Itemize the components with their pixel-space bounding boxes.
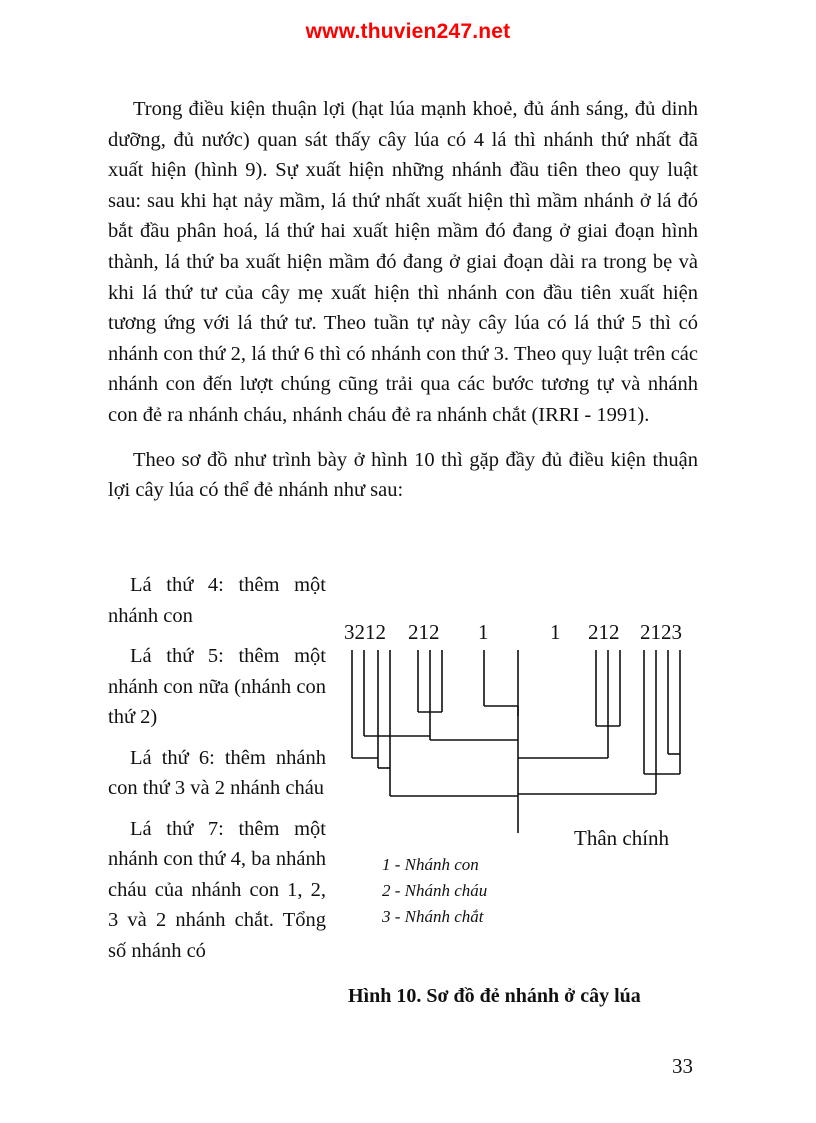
- branch-label: 2123: [640, 620, 682, 644]
- branch-label: 3212: [344, 620, 386, 644]
- leaf-4-item: Lá thứ 4: thêm một nhánh con: [108, 574, 326, 627]
- diagram-legend: [382, 852, 487, 930]
- site-url-header[interactable]: www.thuvien247.net: [305, 20, 511, 43]
- branch-label: 212: [588, 620, 620, 644]
- paragraph-tillering-rule: Trong điều kiện thuận lợi (hạt lúa mạnh khoẻ, đủ ánh sáng, đủ dinh dưỡng, đủ nước) quan sát thấy cây lúa có 4 lá thì nhánh thứ nhất đã xuất hiện (hình 9). Sự xuất hiện những nhánh đầu tiên theo quy luật sau: sau khi hạt nảy mầm, lá thứ nhất xuất hiện thì mầm nhánh ở lá đó bắt đầu phân hoá, lá thứ hai xuất hiện mầm đó đang ở giai đoạn hình thành, lá thứ ba xuất hiện mầm đó đang ở giai đoạn dài ra trong bẹ và khi lá thứ tư của cây mẹ xuất hiện thì nhánh con đầu tiên xuất hiện tương ứng với lá thứ tư. Theo tuần tự này cây lúa có lá thứ 5 thì có nhánh con thứ 2, lá thứ 6 thì có nhánh con thứ 3. Theo quy luật trên các nhánh con đến lượt chúng cũng trải qua các bước tương tự và nhánh con đẻ ra nhánh cháu, nhánh cháu đẻ ra nhánh chắt (IRRI - 1991).: [108, 98, 698, 426]
- leaf-7-item: Lá thứ 7: thêm một nhánh con thứ 4, ba nhánh cháu của nhánh con 1, 2, 3 và 2 nhánh chắt. Tổng số nhánh có: [108, 817, 326, 962]
- leaf-5-item: Lá thứ 5: thêm một nhánh con nữa (nhánh con thứ 2): [108, 645, 326, 728]
- legend-item: 2 - Nhánh cháu: [382, 881, 488, 900]
- paragraph-figure-intro: Theo sơ đồ như trình bày ở hình 10 thì gặp đầy đủ điều kiện thuận lợi cây lúa có thể đẻ nhánh như sau:: [108, 448, 698, 502]
- legend-item: 3 - Nhánh chắt: [382, 907, 484, 926]
- branch-label: 1: [478, 620, 489, 644]
- branch-label: 212: [408, 620, 440, 644]
- leaf-6-item: Lá thứ 6: thêm nhánh con thứ 3 và 2 nhánh cháu: [108, 746, 326, 799]
- intro-text: [108, 94, 698, 506]
- legend-item: 1 - Nhánh con: [382, 855, 479, 874]
- page-number: 33: [672, 1054, 693, 1078]
- leaf-stage-list: [108, 570, 326, 966]
- tillering-diagram: [340, 608, 720, 938]
- figure-caption: Hình 10. Sơ đồ đẻ nhánh ở cây lúa: [348, 985, 641, 1007]
- branch-label: 1: [550, 620, 561, 644]
- main-stem-label: Thân chính: [574, 826, 670, 850]
